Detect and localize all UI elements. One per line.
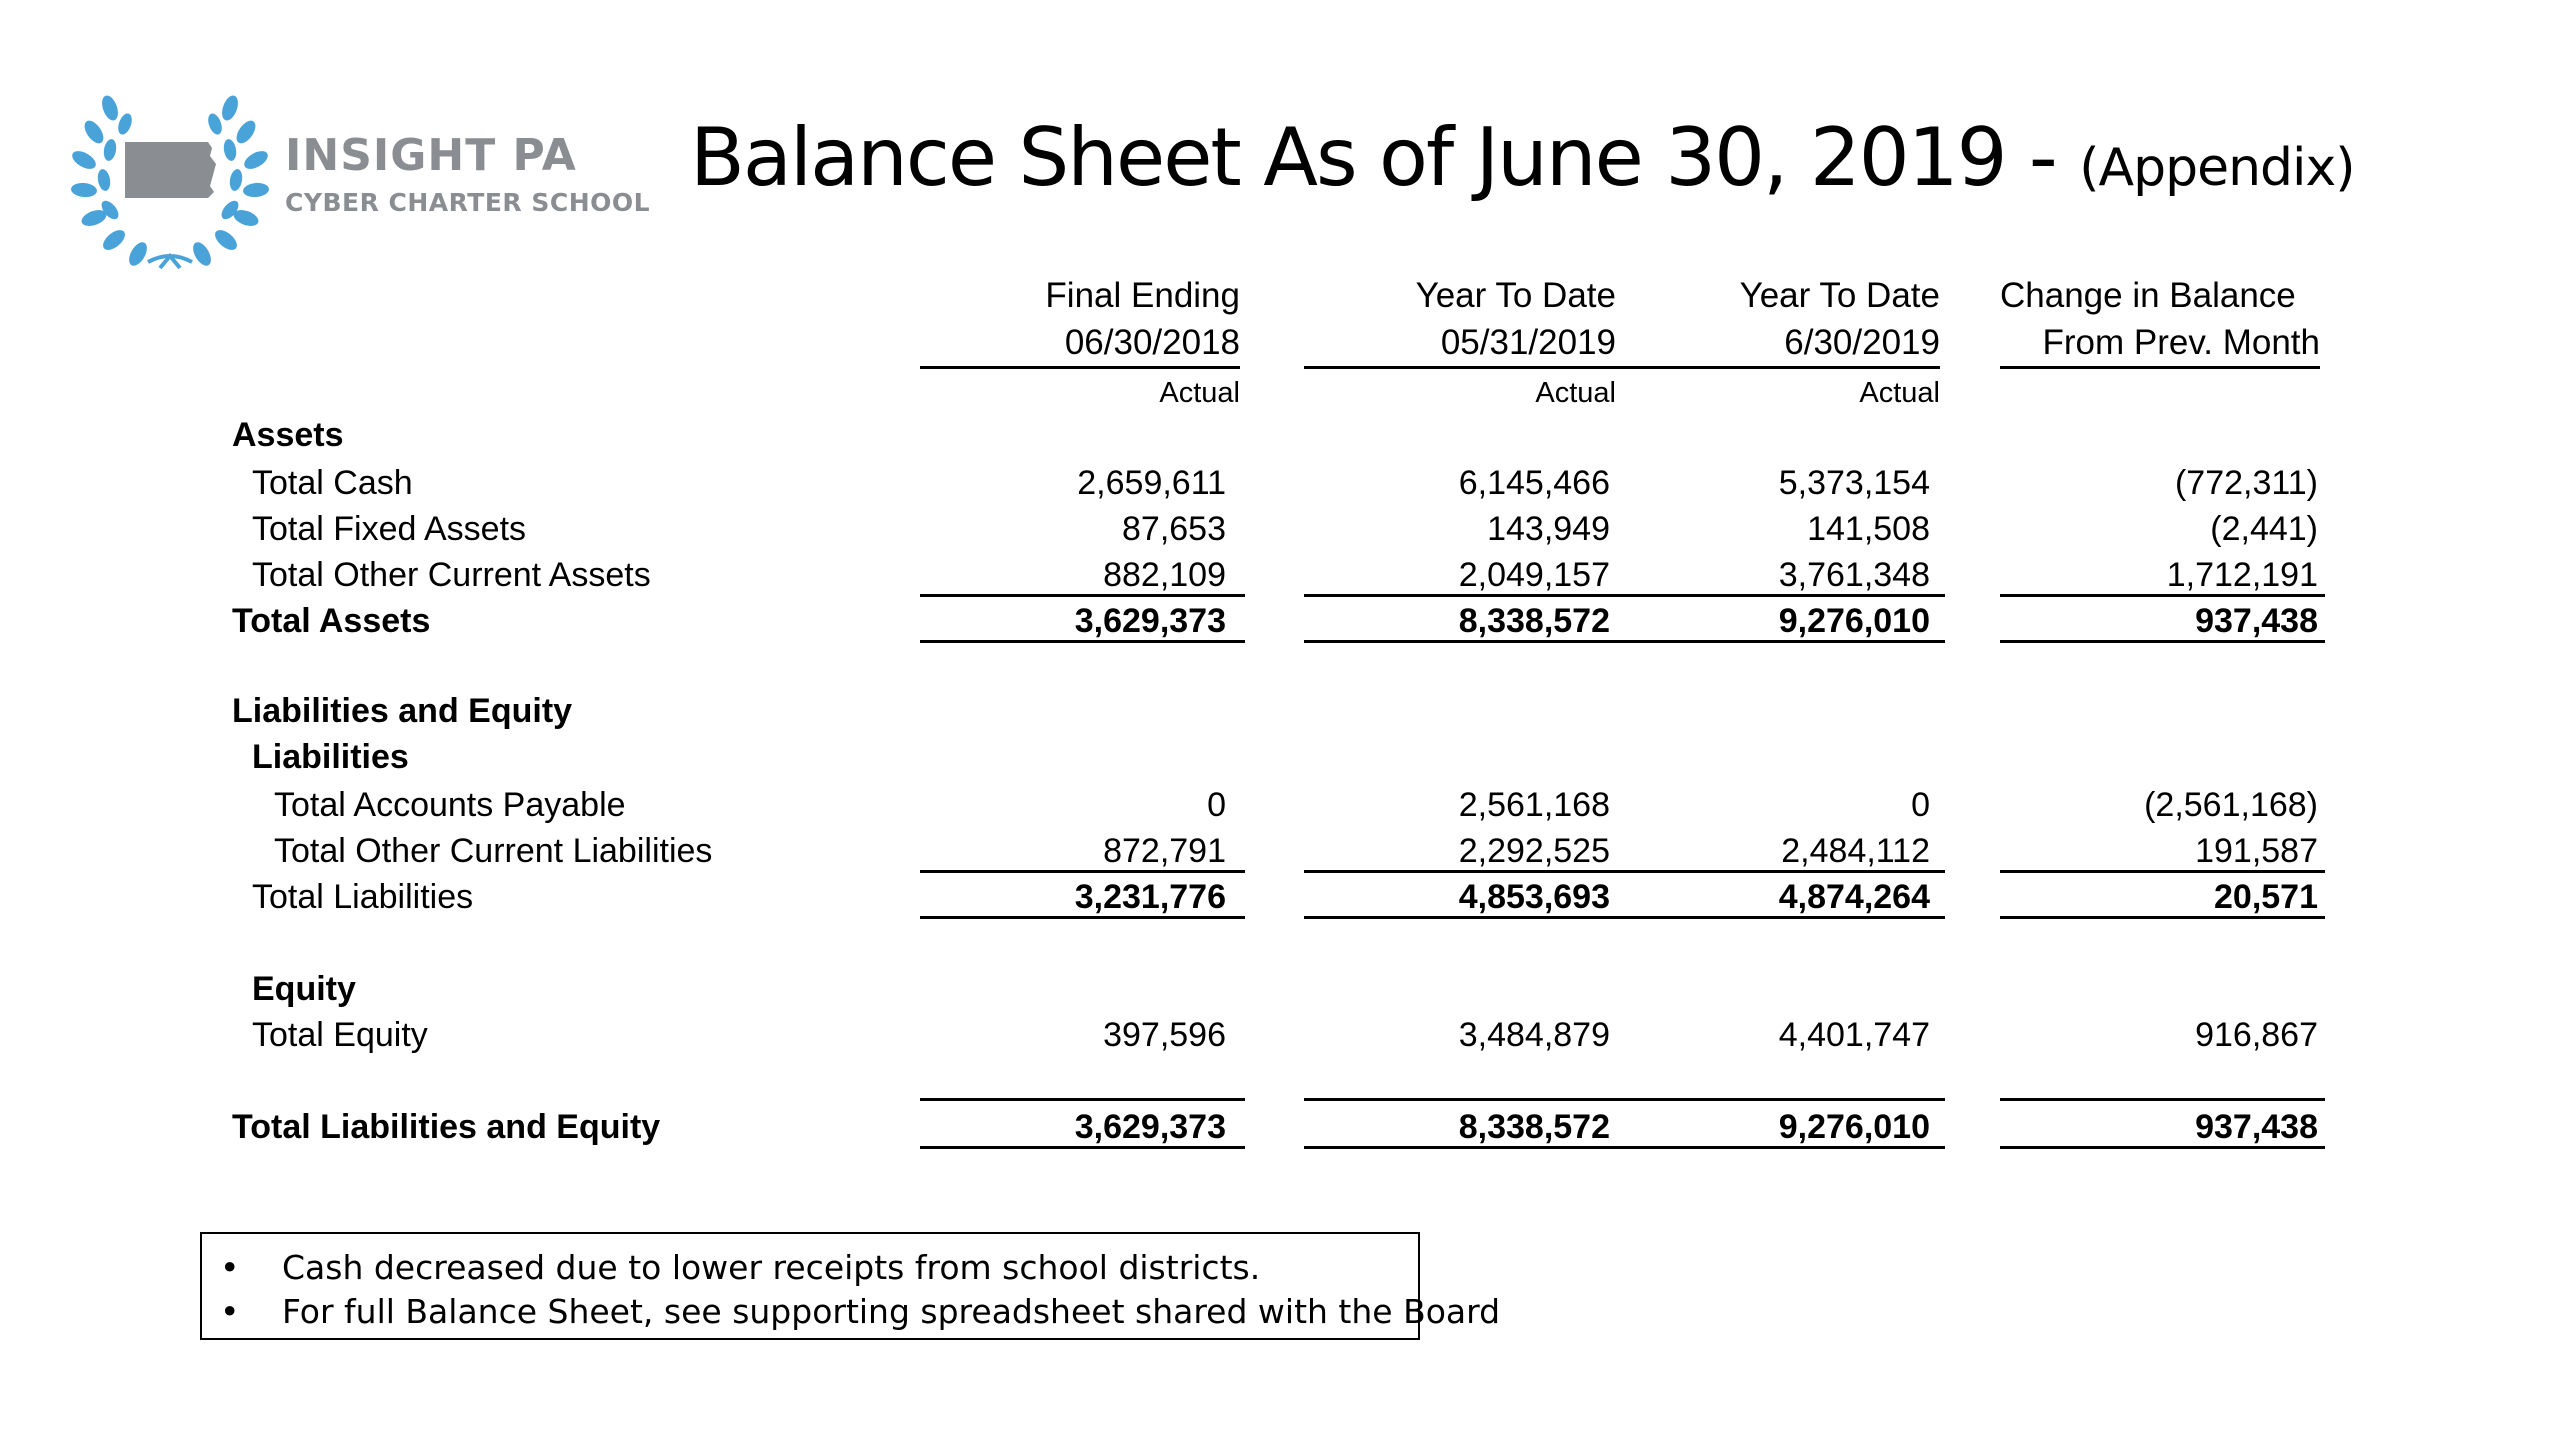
value-cell: 141,508 (1807, 510, 1930, 548)
title-suffix: (Appendix) (2079, 138, 2355, 198)
rule-line (1304, 594, 1622, 597)
rule-line (1304, 1146, 1622, 1149)
value-cell: 0 (1911, 786, 1930, 824)
value-cell: 2,659,611 (1077, 464, 1226, 502)
column-header-change: Change in Balance From Prev. Month (2000, 272, 2320, 369)
row-label-total-cash: Total Cash (252, 464, 413, 502)
rule-line (920, 594, 1245, 597)
value-cell: 937,438 (2195, 1108, 2318, 1146)
rule-line (1304, 640, 1622, 643)
row-label-total-fixed-assets: Total Fixed Assets (252, 510, 527, 548)
value-cell: 4,853,693 (1458, 878, 1610, 916)
rule-line (920, 1146, 1245, 1149)
value-cell: 6,145,466 (1458, 464, 1610, 502)
column-header-ytd-0630: Year To Date 6/30/2019 (1616, 272, 1940, 369)
rule-line (920, 640, 1245, 643)
column-sub-actual: Actual (1535, 377, 1616, 409)
row-label-total-liabilities: Total Liabilities (252, 878, 474, 916)
rule-line (1304, 916, 1622, 919)
value-cell: (2,561,168) (2144, 786, 2318, 824)
value-cell: 1,712,191 (2166, 556, 2318, 594)
value-cell: 937,438 (2195, 602, 2318, 640)
rule-line (2000, 594, 2325, 597)
rule-line (1616, 916, 1945, 919)
pennsylvania-shape (125, 142, 216, 198)
rule-line (2000, 1146, 2325, 1149)
rule-line (1616, 594, 1945, 597)
bullet-icon: • (220, 1292, 240, 1331)
row-label-total-accounts-payable: Total Accounts Payable (274, 786, 626, 824)
value-cell: 143,949 (1487, 510, 1610, 548)
value-cell: 916,867 (2195, 1016, 2318, 1054)
rule-line (1616, 1146, 1945, 1149)
rule-line (1616, 1098, 1945, 1101)
rule-line (920, 1098, 1245, 1101)
value-cell: 4,874,264 (1778, 878, 1930, 916)
value-cell: 20,571 (2214, 878, 2318, 916)
section-header-equity: Equity (252, 970, 356, 1008)
note-item: • Cash decreased due to lower receipts from school districts. (220, 1248, 1261, 1287)
section-header-liabilities: Liabilities (252, 738, 409, 776)
value-cell: 4,401,747 (1778, 1016, 1930, 1054)
rule-line (2000, 916, 2325, 919)
rule-line (2000, 1098, 2325, 1101)
row-label-total-assets: Total Assets (232, 602, 431, 640)
value-cell: 397,596 (1103, 1016, 1226, 1054)
column-sub-actual: Actual (1159, 377, 1240, 409)
value-cell: 0 (1207, 786, 1226, 824)
rule-line (1616, 870, 1945, 873)
row-label-total-other-current-assets: Total Other Current Assets (252, 556, 651, 594)
row-label-total-liabilities-and-equity: Total Liabilities and Equity (232, 1108, 661, 1146)
rule-line (2000, 870, 2325, 873)
value-cell: 2,561,168 (1458, 786, 1610, 824)
school-logo (70, 90, 651, 280)
value-cell: (2,441) (2210, 510, 2318, 548)
value-cell: 3,629,373 (1074, 1108, 1226, 1146)
title-main: Balance Sheet As of June 30, 2019 - (690, 111, 2080, 204)
rule-line (1304, 1098, 1622, 1101)
row-label-total-other-current-liabilities: Total Other Current Liabilities (274, 832, 713, 870)
column-header-final-ending: Final Ending 06/30/2018 (920, 272, 1240, 369)
value-cell: 191,587 (2195, 832, 2318, 870)
column-sub-actual: Actual (1859, 377, 1940, 409)
value-cell: 87,653 (1122, 510, 1226, 548)
value-cell: 2,292,525 (1458, 832, 1610, 870)
value-cell: 2,049,157 (1458, 556, 1610, 594)
row-label-total-equity: Total Equity (252, 1016, 428, 1054)
value-cell: 882,109 (1103, 556, 1226, 594)
value-cell: 5,373,154 (1778, 464, 1930, 502)
rule-line (2000, 640, 2325, 643)
value-cell: 872,791 (1103, 832, 1226, 870)
value-cell: 3,231,776 (1074, 878, 1226, 916)
rule-line (1304, 870, 1622, 873)
column-header-ytd-0531: Year To Date 05/31/2019 (1304, 272, 1616, 369)
value-cell: 2,484,112 (1781, 832, 1930, 870)
notes-box (200, 1232, 1501, 1340)
rule-line (920, 916, 1245, 919)
note-item: • For full Balance Sheet, see supporting spreadsheet shared with the Board (220, 1292, 1501, 1331)
section-header-liabilities-and-equity: Liabilities and Equity (232, 692, 573, 730)
value-cell: 9,276,010 (1778, 602, 1930, 640)
page-title (690, 111, 2355, 204)
bullet-icon: • (220, 1248, 240, 1287)
value-cell: 3,484,879 (1458, 1016, 1610, 1054)
value-cell: 8,338,572 (1458, 602, 1610, 640)
logo-name: INSIGHT PA (285, 130, 577, 181)
value-cell: 9,276,010 (1778, 1108, 1930, 1146)
logo-subtitle: CYBER CHARTER SCHOOL (285, 188, 651, 217)
rule-line (920, 870, 1245, 873)
value-cell: 8,338,572 (1458, 1108, 1610, 1146)
rule-line (1616, 640, 1945, 643)
value-cell: 3,629,373 (1074, 602, 1226, 640)
laurel-wreath-icon (70, 90, 270, 280)
value-cell: 3,761,348 (1778, 556, 1930, 594)
value-cell: (772,311) (2174, 464, 2318, 502)
section-header-assets: Assets (232, 416, 344, 454)
